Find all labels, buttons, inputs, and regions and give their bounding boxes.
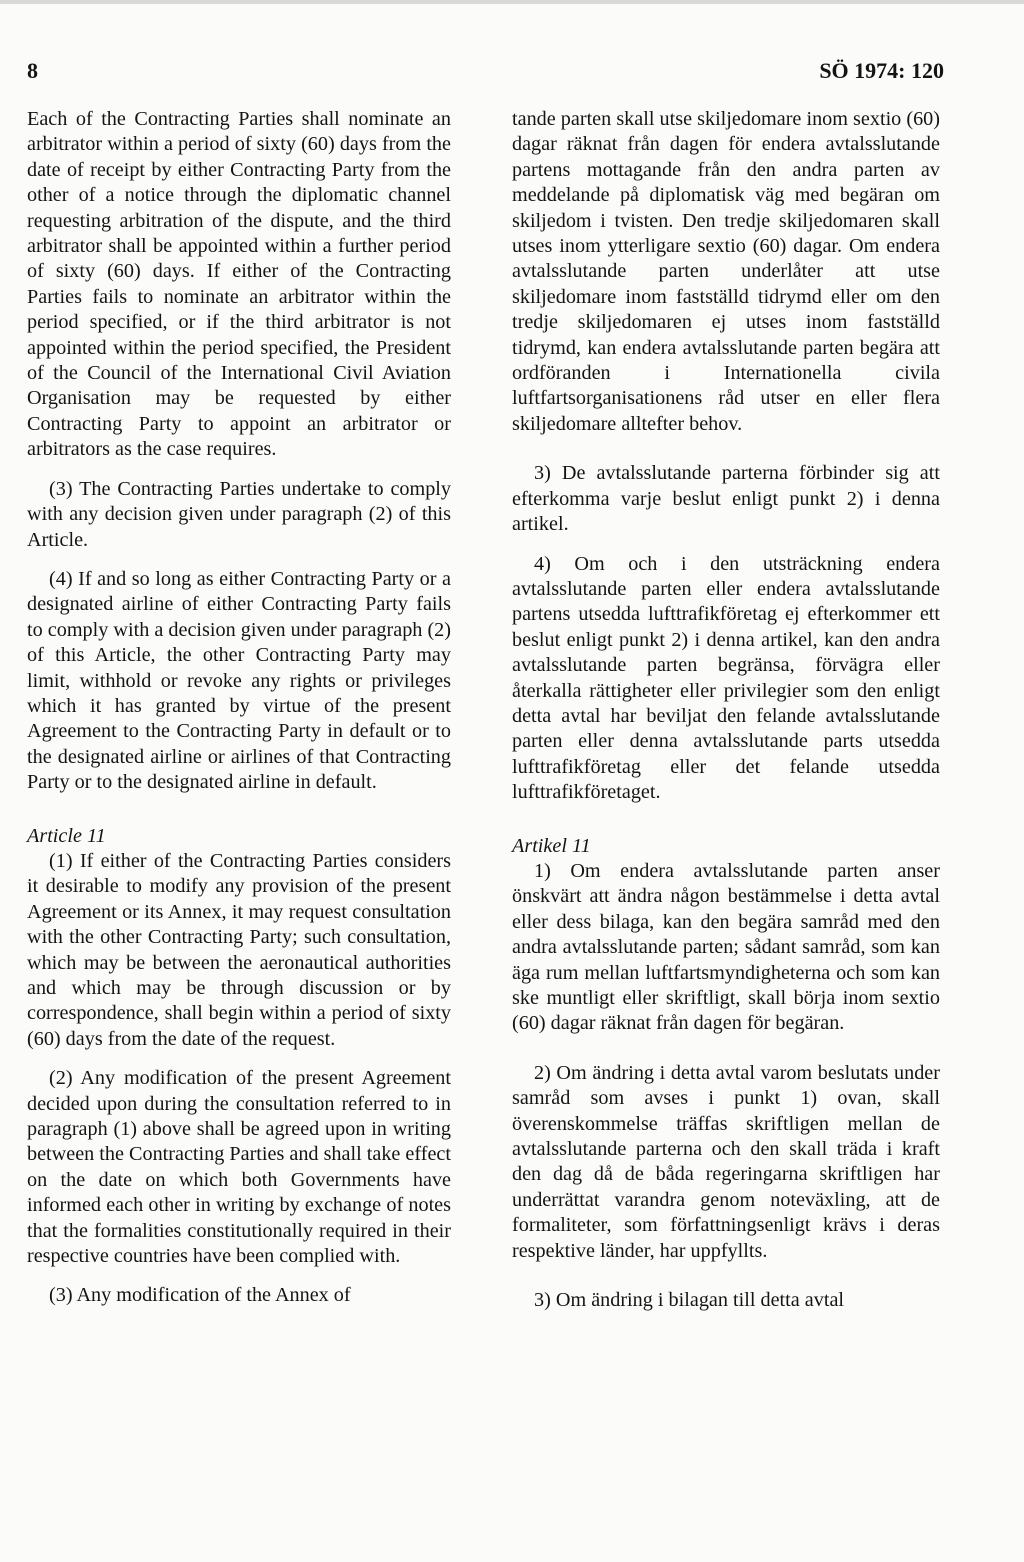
swedish-paragraph: tande parten skall utse skiljedomare inom sextio (60) dagar räknat från dagen för endera avtalsslutande partens mottagande från den andra parten av meddelande på diplomatisk väg med begäran om skiljedom i tvisten. Den tredje skiljedomaren skall utses inom ytterligare sextio (60) dagar. Om endera avtalsslutande parten underlåter att utse skiljedomare inom fastställd tidrymd eller om den tredje skiljedomaren ej utses inom fastställd tidrymd, kan endera avtalsslutande parten begära att ordföranden i Internationella civila luftfartsorganisationens råd utser en eller flera skiljedomare alltefter behov. bbox=[512, 108, 940, 435]
english-paragraph: (4) If and so long as either Contracting Party or a designated airline of either Contracting Party fails to comply with a decision given under paragraph (2) of this Article, the other Contracting Party may limit, withhold or revoke any rights or privileges which it has granted by virtue of the present Agreement to the Contracting Party in default or to the designated airline or airlines of that Contracting Party or to the designated airline in default. bbox=[27, 567, 451, 794]
document-reference: SÖ 1974: 120 bbox=[819, 58, 944, 83]
page-number: 8 bbox=[27, 58, 38, 83]
swedish-paragraph: 3) Om ändring i bilagan till detta avtal bbox=[534, 1289, 845, 1312]
english-paragraph: (3) Any modification of the Annex of bbox=[49, 1284, 351, 1307]
swedish-paragraph: 1) Om endera avtalsslutande parten anser önskvärt att ändra någon bestämmelse i detta avtal eller dess bilaga, kan den begära samråd med den andra avtalsslutande parten; sådant samråd, som kan äga rum mellan luftfartsmyndigheterna och som kan ske muntligt eller skriftligt, skall börja inom sextio (60) dagar räknat från dagen för begäran. bbox=[512, 859, 940, 1035]
swedish-paragraph: 2) Om ändring i detta avtal varom beslutats under samråd som avses i punkt 1) ovan, skall överenskommelse träffas skriftligen mellan de avtalsslutande parterna och den skall träda i kraft den dag då de båda regeringarna skriftligen har underrättat varandra genom noteväxling, att de formaliteter, som författningsenligt krävs i deras respektive länder, har uppfyllts. bbox=[512, 1061, 940, 1262]
scan-edge-divider bbox=[0, 0, 1024, 4]
swedish-paragraph: 3) De avtalsslutande parterna förbinder sig att efterkomma varje beslut enligt punkt 2) i denna artikel. bbox=[512, 462, 940, 536]
swedish-column bbox=[512, 107, 940, 1313]
english-paragraph: (2) Any modification of the present Agreement decided upon during the consultation referred to in paragraph (1) above shall be agreed upon in writing between the Contracting Parties and shall take effect on the date on which both Governments have informed each other in writing by exchange of notes that the formalities constitutionally required in their respective countries have been complied with. bbox=[27, 1067, 451, 1268]
swedish-paragraph: 4) Om och i den utsträckning endera avtalsslutande parten eller endera avtalsslutande partens utsedda lufttrafikföretag ej efterkommer ett beslut enligt punkt 2) i denna artikel, kan den andra avtalsslutande parten begränsa, förvägra eller återkalla rättigheter eller privilegier som den enligt detta avtal har beviljat den felande avtalsslutande parten eller denna avtalsslutande parts utsedda lufttrafikföretag eller det felande utsedda lufttrafikföretaget. bbox=[512, 552, 940, 804]
swedish-article-heading: Artikel 11 bbox=[512, 834, 591, 857]
english-paragraph: Each of the Contracting Parties shall nominate an arbitrator within a period of sixty (60) days from the date of receipt by either Contracting Party from the other of a notice through the diplomatic channel requesting arbitration of the dispute, and the third arbitrator shall be appointed within a further period of sixty (60) days. If either of the Contracting Parties fails to nominate an arbitrator within the period specified, or if the third arbitrator is not appointed within the period specified, the President of the Council of the International Civil Aviation Organisation may be requested by either Contracting Party to appoint an arbitrator or arbitrators as the case requires. bbox=[27, 108, 451, 461]
english-paragraph: (3) The Contracting Parties undertake to comply with any decision given under paragraph (2) of this Article. bbox=[27, 477, 451, 551]
english-article-heading: Article 11 bbox=[27, 824, 106, 847]
page-header bbox=[27, 58, 944, 88]
english-column bbox=[27, 107, 451, 1309]
english-paragraph: (1) If either of the Contracting Parties considers it desirable to modify any provision of the present Agreement or its Annex, it may request consultation with the other Contracting Party; such consultation, which may be between the aeronautical authorities and which may be through discussion or by correspondence, shall begin within a period of sixty (60) days from the date of the request. bbox=[27, 849, 451, 1050]
